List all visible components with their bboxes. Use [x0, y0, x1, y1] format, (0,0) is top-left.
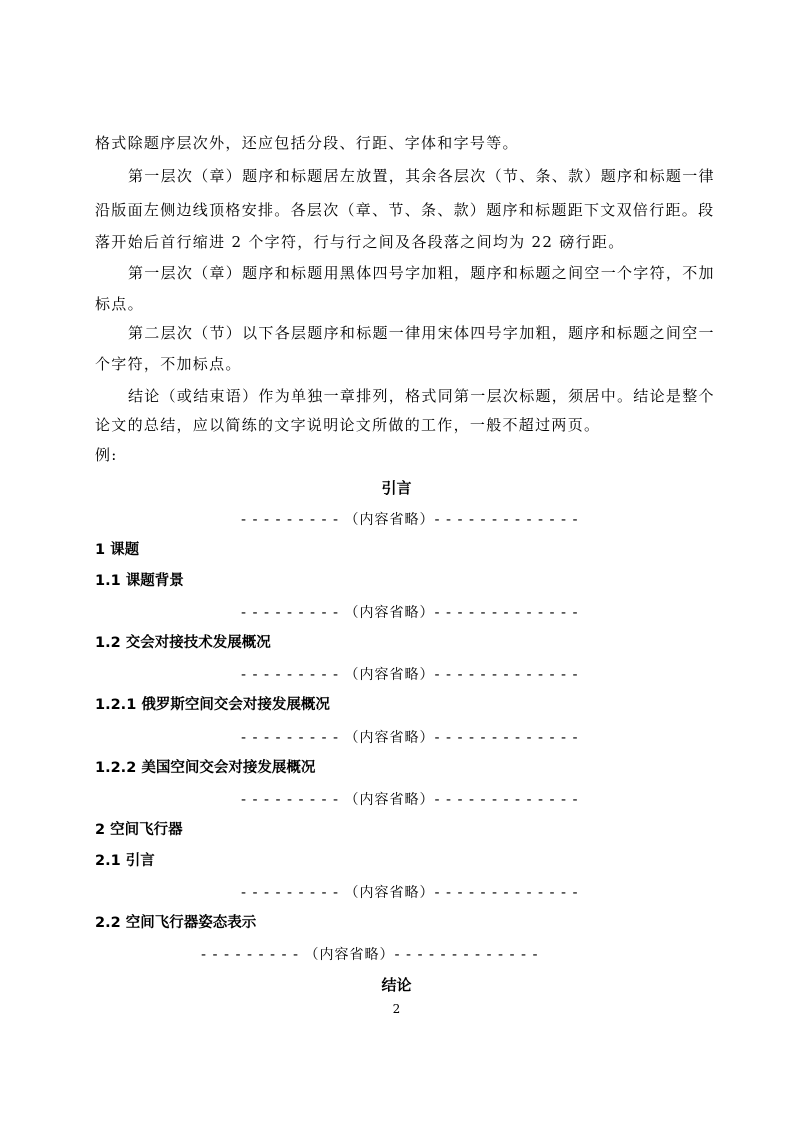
paragraph-line: 结论（或结束语）作为单独一章排列，格式同第一层次标题，须居中。结论是整个	[128, 387, 715, 405]
omitted-content: - - - - - - - - - （内容省略）- - - - - - - - - - - - -	[241, 512, 579, 528]
paragraph-line: 第二层次（节）以下各层题序和标题一律用宋体四号字加粗，题序和标题之间空一	[128, 324, 715, 342]
paragraph-line: 第一层次（章）题序和标题用黑体四号字加粗，题序和标题之间空一个字符，不加	[128, 264, 715, 282]
omitted-content: - - - - - - - - - （内容省略）- - - - - - - - - - - - -	[201, 947, 539, 963]
intro-title: 引言	[381, 479, 412, 497]
paragraph-line: 沿版面左侧边线顶格安排。各层次（章、节、条、款）题序和标题距下文双倍行距。段	[95, 201, 715, 219]
paragraph-line: 第一层次（章）题序和标题居左放置，其余各层次（节、条、款）题序和标题一律	[128, 167, 715, 185]
omitted-content: - - - - - - - - - （内容省略）- - - - - - - - - - - - -	[241, 730, 579, 746]
paragraph-line: 个字符，不加标点。	[95, 355, 242, 373]
omitted-content: - - - - - - - - - （内容省略）- - - - - - - - - - - - -	[241, 667, 579, 683]
omitted-content: - - - - - - - - - （内容省略）- - - - - - - - - - - - -	[241, 885, 579, 901]
paragraph-line: 落开始后首行缩进 2 个字符，行与行之间及各段落之间均为 22 磅行距。	[95, 233, 625, 251]
heading-level-1: 2 空间飞行器	[95, 822, 183, 838]
omitted-content: - - - - - - - - - （内容省略）- - - - - - - - - - - - -	[241, 792, 579, 808]
example-label: 例:	[95, 446, 118, 464]
paragraph-line: 论文的总结，应以简练的文字说明论文所做的工作，一般不超过两页。	[95, 416, 601, 434]
omitted-content: - - - - - - - - - （内容省略）- - - - - - - - - - - - -	[241, 605, 579, 621]
heading-level-3: 1.2.2 美国空间交会对接发展概况	[95, 760, 316, 776]
heading-level-2: 1.2 交会对接技术发展概况	[95, 635, 271, 651]
heading-level-3: 1.2.1 俄罗斯空间交会对接发展概况	[95, 697, 330, 713]
heading-level-1: 1 课题	[95, 542, 140, 558]
heading-level-2: 1.1 课题背景	[95, 573, 184, 589]
paragraph-line: 标点。	[95, 295, 144, 313]
heading-level-2: 2.2 空间飞行器姿态表示	[95, 915, 257, 931]
conclusion-title: 结论	[381, 976, 412, 994]
paragraph-line: 格式除题序层次外，还应包括分段、行距、字体和字号等。	[95, 134, 519, 152]
heading-level-2: 2.1 引言	[95, 853, 155, 869]
page-number: 2	[392, 1002, 401, 1016]
